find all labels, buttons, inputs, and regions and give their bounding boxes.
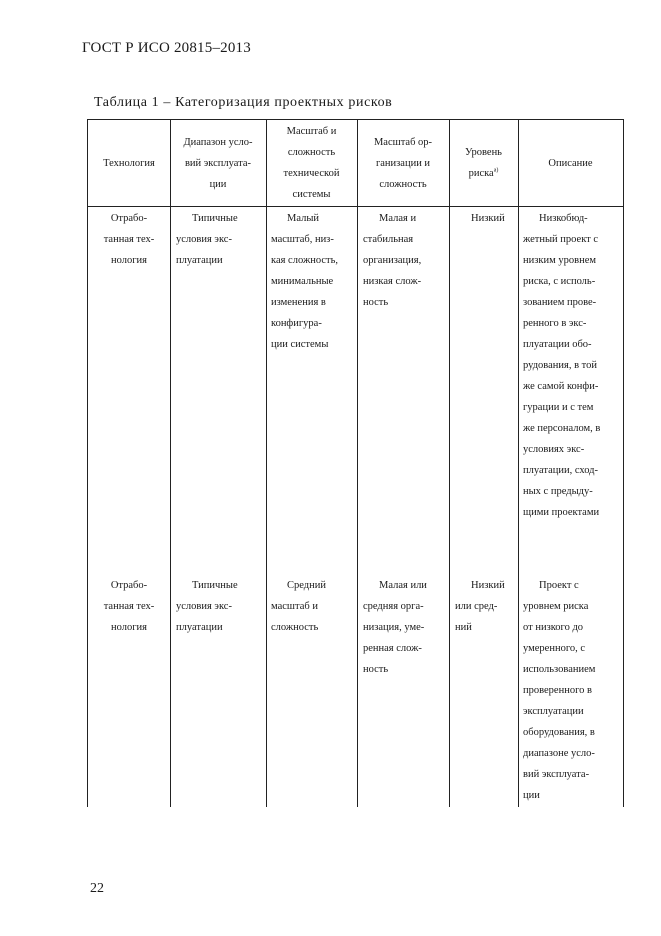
- table-cell: [449, 575, 518, 638]
- cell-line: масштаб, низ-: [271, 234, 334, 245]
- cell-line: ность: [363, 297, 389, 308]
- header-line: технической: [283, 168, 340, 179]
- table-cell: [357, 208, 449, 313]
- cell-line: ность: [363, 664, 389, 675]
- column-header-organization-scale: [357, 120, 449, 206]
- header-line: системы: [292, 189, 331, 200]
- header-line: [465, 163, 502, 184]
- cell-line: танная тех-: [103, 601, 155, 612]
- cell-line: Отрабо-: [110, 580, 148, 591]
- cell-line: низким уровнем: [523, 255, 597, 266]
- column-header-technology: [88, 120, 170, 206]
- footnote-marker: a): [493, 167, 499, 174]
- table-cell: [357, 575, 449, 680]
- header-line: Описание: [548, 157, 593, 169]
- cell-line: конфигура-: [271, 318, 322, 329]
- cell-line: зованием прове-: [523, 297, 597, 308]
- table-cell: [266, 208, 357, 355]
- table-cell: [170, 208, 266, 271]
- header-lines: [103, 153, 155, 174]
- cell-line: низация, уме-: [363, 622, 425, 633]
- cell-line: Проект с: [539, 580, 579, 591]
- header-line: ганизации и: [375, 157, 431, 169]
- header-lines: [548, 153, 592, 174]
- header-line: Технология: [103, 157, 155, 169]
- cell-line: щими проектами: [523, 507, 600, 518]
- header-line: сложность: [379, 178, 427, 190]
- cell-line: нология: [111, 622, 147, 633]
- cell-line: умеренного, с: [523, 643, 586, 654]
- cell-line: ний: [455, 622, 472, 633]
- cell-line: или сред-: [455, 601, 498, 612]
- cell-line: вий эксплуата-: [523, 769, 590, 780]
- cell-line: стабильная: [363, 234, 414, 245]
- cell-line: риска, с исполь-: [523, 276, 596, 287]
- cell-line: Типичные: [192, 580, 238, 591]
- cell-line: кая сложность,: [271, 255, 338, 266]
- cell-line: же самой конфи-: [523, 381, 599, 392]
- header-line: сложность: [287, 147, 336, 158]
- header-line: ции: [209, 178, 227, 190]
- header-lines: [183, 132, 252, 195]
- cell-line: ции: [523, 790, 540, 801]
- column-header-risk-level: [449, 120, 518, 206]
- header-line-text: риска: [468, 168, 494, 179]
- cell-line: организация,: [363, 255, 422, 266]
- header-line: Уровень: [465, 147, 502, 158]
- header-lines: [465, 142, 502, 184]
- header-line: вий эксплуата-: [184, 157, 252, 169]
- cell-line: использованием: [523, 664, 596, 675]
- cell-line: изменения в: [271, 297, 326, 308]
- cell-line: ренного в экс-: [523, 318, 587, 329]
- cell-line: Малая или: [379, 580, 427, 591]
- table-cell: [518, 208, 623, 523]
- risk-categorization-table: [87, 119, 624, 807]
- cell-line: жетный проект с: [523, 234, 599, 245]
- header-line: Масштаб ор-: [373, 136, 433, 148]
- cell-line: гурации и с тем: [523, 402, 594, 413]
- header-divider: [88, 206, 623, 207]
- table-caption: Таблица 1 – Категоризация проектных рисков: [94, 95, 393, 110]
- cell-line: танная тех-: [103, 234, 155, 245]
- cell-line: условия экс-: [176, 601, 232, 612]
- table-cell: [449, 208, 518, 229]
- header-lines: [374, 132, 432, 195]
- table-cell: [88, 208, 170, 271]
- cell-line: низкая слож-: [363, 276, 422, 287]
- header-lines: [284, 121, 340, 205]
- column-header-conditions: [170, 120, 266, 206]
- cell-line: ренная слож-: [363, 643, 422, 654]
- cell-line: Типичные: [192, 213, 238, 224]
- cell-line: Отрабо-: [110, 213, 148, 224]
- cell-line: плуатации обо-: [523, 339, 592, 350]
- cell-line: Низкий: [471, 213, 505, 224]
- cell-line: нология: [111, 255, 147, 266]
- cell-line: условиях экс-: [523, 444, 585, 455]
- cell-line: плуатации, сход-: [523, 465, 599, 476]
- cell-line: минимальные: [271, 276, 334, 287]
- cell-line: условия экс-: [176, 234, 232, 245]
- column-header-description: [518, 120, 623, 206]
- cell-line: сложность: [271, 622, 319, 633]
- cell-line: же персоналом, в: [523, 423, 601, 434]
- cell-line: от низкого до: [523, 622, 584, 633]
- cell-line: проверенного в: [523, 685, 592, 696]
- page-number: 22: [90, 881, 104, 896]
- cell-line: средняя орга-: [363, 601, 424, 612]
- cell-line: оборудования, в: [523, 727, 595, 738]
- document-header: ГОСТ Р ИСО 20815–2013: [82, 40, 251, 56]
- header-line: Диапазон усло-: [183, 136, 253, 148]
- cell-line: эксплуатации: [523, 706, 584, 717]
- column-header-system-scale: [266, 120, 357, 206]
- cell-line: Средний: [287, 580, 326, 591]
- cell-line: диапазоне усло-: [523, 748, 595, 759]
- cell-line: Малый: [287, 213, 320, 224]
- cell-line: ных с предыду-: [523, 486, 593, 497]
- cell-line: Малая и: [379, 213, 417, 224]
- cell-line: уровнем риска: [523, 601, 589, 612]
- table-cell: [170, 575, 266, 638]
- cell-line: Низкий: [471, 580, 505, 591]
- cell-line: масштаб и: [271, 601, 318, 612]
- cell-line: Низкобюд-: [539, 213, 588, 224]
- cell-line: рудования, в той: [523, 360, 597, 371]
- cell-line: плуатации: [176, 255, 223, 266]
- cell-line: плуатации: [176, 622, 223, 633]
- table-cell: [518, 575, 623, 806]
- header-line: Масштаб и: [286, 126, 337, 137]
- table-cell: [88, 575, 170, 638]
- cell-line: ции системы: [271, 339, 329, 350]
- table-cell: [266, 575, 357, 638]
